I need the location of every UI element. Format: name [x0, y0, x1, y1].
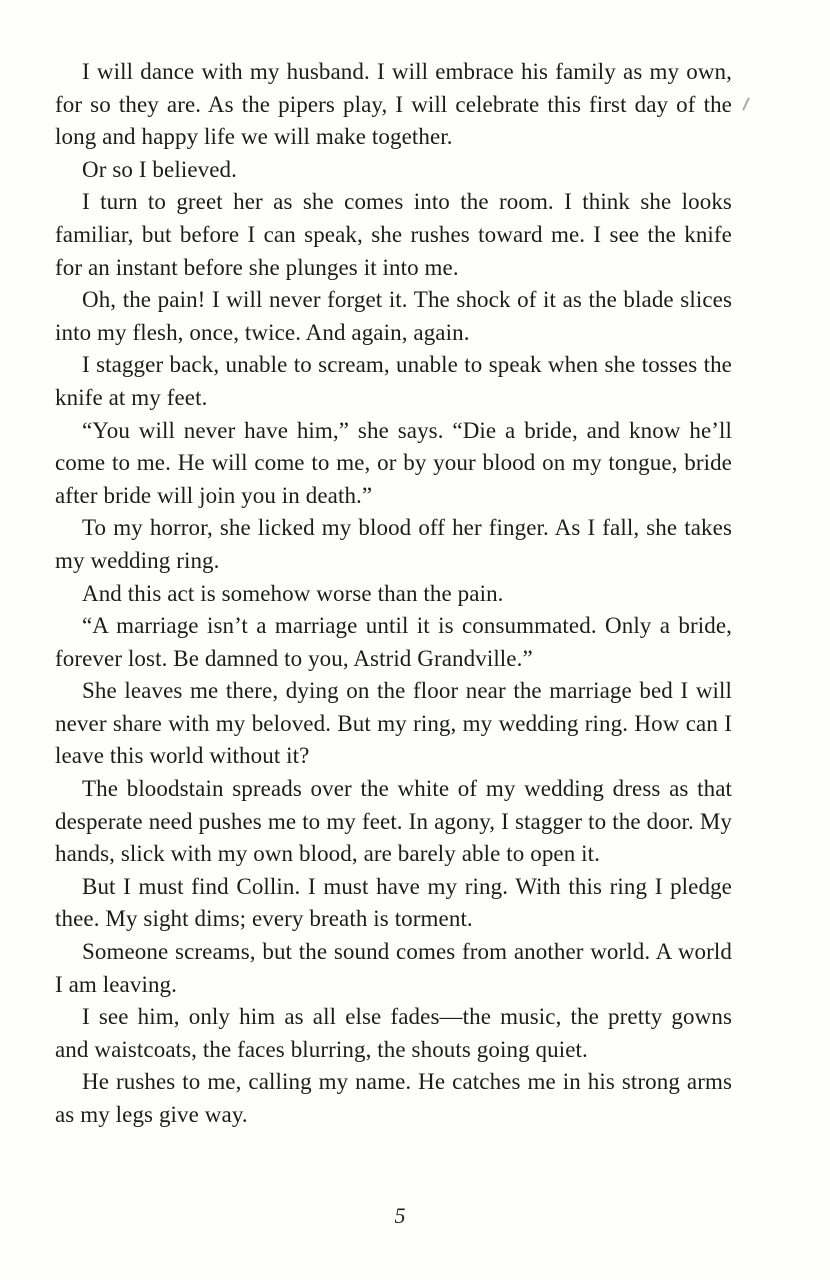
- paragraph: The bloodstain spreads over the white of my wedding dress as that desperate need pushes me to my feet. In agony, I stagger to the door. My hands, slick with my own blood, are barely able to open it.: [55, 776, 732, 867]
- paragraph: But I must find Collin. I must have my ring. With this ring I pledge thee. My sight dims; every breath is torment.: [55, 873, 732, 932]
- paragraph: I see him, only him as all else fades—the music, the pretty gowns and waistcoats, the faces blurring, the shouts going quiet.: [55, 1004, 732, 1062]
- paragraph: I stagger back, unable to scream, unable to speak when she tosses the knife at my feet.: [55, 352, 732, 410]
- paragraph: Or so I believed.: [82, 156, 237, 182]
- paragraph: Oh, the pain! I will never forget it. The shock of it as the blade slices into my flesh, once, twice. And again, again.: [55, 287, 732, 345]
- paragraph: I turn to greet her as she comes into the room. I think she looks familiar, but before I can speak, she rushes toward me. I see the knife for an instant before she plunges it into me.: [55, 189, 732, 280]
- paragraph: She leaves me there, dying on the floor near the marriage bed I will never share with my beloved. But my ring, my wedding ring. How can I leave this world without it?: [55, 678, 732, 769]
- stray-pen-mark: [742, 97, 750, 111]
- paragraph: “A marriage isn’t a marriage until it is consummated. Only a bride, forever lost. Be damned to you, Astrid Grandville.”: [55, 613, 732, 671]
- paragraph: I will dance with my husband. I will embrace his family as my own, for so they are. As the pipers play, I will celebrate this first day of the long and happy life we will make together.: [55, 59, 732, 150]
- paragraph: To my horror, she licked my blood off her finger. As I fall, she takes my wedding ring.: [55, 515, 732, 573]
- paragraph: Someone screams, but the sound comes from another world. A world I am leaving.: [55, 939, 732, 997]
- body-text: [55, 56, 732, 1132]
- paragraph: “You will never have him,” she says. “Die a bride, and know he’ll come to me. He will come to me, or by your blood on my tongue, bride after bride will join you in death.”: [55, 417, 732, 508]
- paragraph: And this act is somehow worse than the pain.: [82, 580, 504, 606]
- paragraph: He rushes to me, calling my name. He catches me in his strong arms as my legs give way.: [55, 1069, 732, 1127]
- page-number: 5: [394, 1203, 406, 1228]
